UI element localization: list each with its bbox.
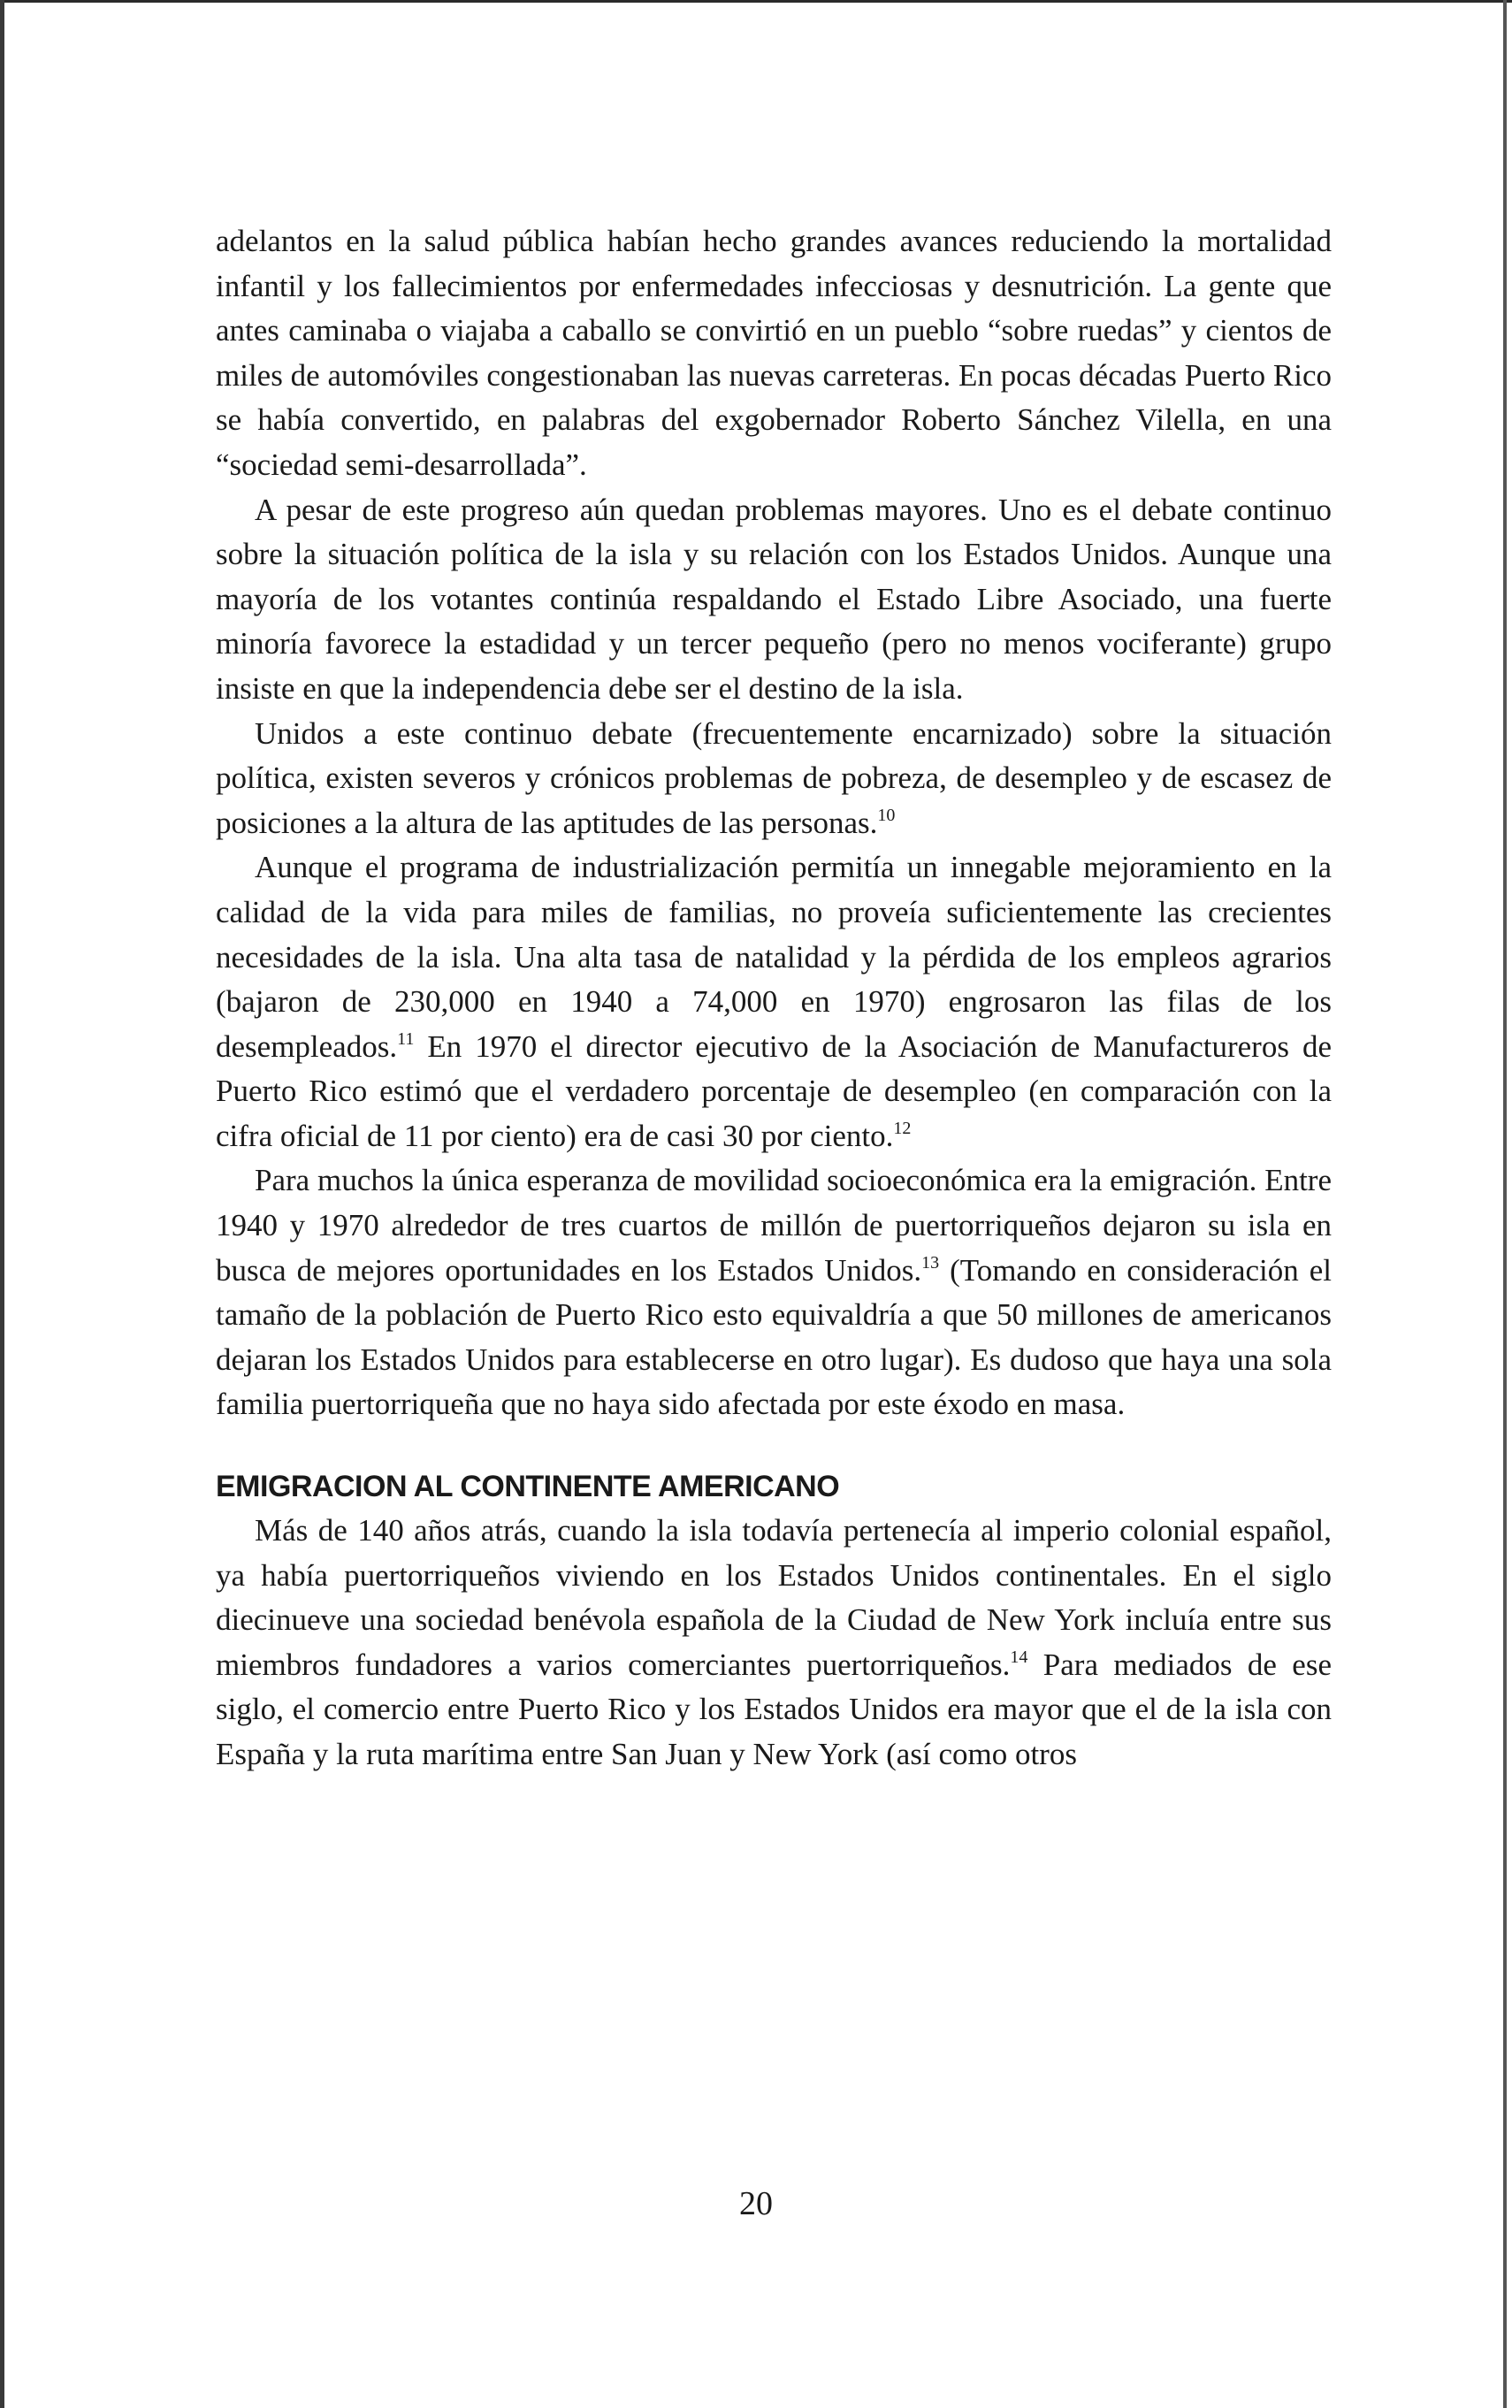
page-top-edge [0, 0, 1512, 3]
paragraph-text: Más de 140 años atrás, cuando la isla todavía pertenecía al imperio colonial español, ya había puertorriqueños viviendo en los Estados Unidos continentales. En el siglo diecinueve una sociedad benévola española de la Ciudad de New York incluía entre sus miembros fundadores a varios comerciantes puertorriqueños. [216, 1513, 1332, 1682]
paragraph-text: En 1970 el director ejecutivo de la Asociación de Manufactureros de Puerto Rico estimó que el verdadero porcentaje de desempleo (en comparación con la cifra oficial de 11 por ciento) era de casi 30 por ciento. [216, 1028, 1332, 1153]
footnote-reference: 13 [921, 1252, 940, 1273]
paragraph-text: Para mediados de ese siglo, el comercio entre Puerto Rico y los Estados Unidos era mayor que el de la isla con España y la ruta marítima entre San Juan y New York (así como otros [216, 1647, 1332, 1771]
footnote-reference: 10 [877, 805, 896, 825]
page-number: 20 [739, 2185, 773, 2222]
paragraph-text: Aunque el programa de industrialización permitía un innegable mejoramiento en la calidad de la vida para miles de familias, no proveía suficientemente las crecientes necesidades de la isla. Una alta tasa de natalidad y la pérdida de los empleos agrarios (bajaron de 230,000 en 1940 a 74,000 en 1970) engrosaron las filas de los desempleados. [216, 850, 1332, 1064]
footnote-reference: 12 [893, 1118, 912, 1138]
paragraphs-before-heading [216, 219, 1332, 1427]
paragraph-text: adelantos en la salud pública habían hecho grandes avances reduciendo la mortalidad infantil y los fallecimientos por enfermedades infecciosas y desnutrición. La gente que antes caminaba o viajaba a caballo se convirtió en un pueblo “sobre ruedas” y cientos de miles de automóviles congestionaban las nuevas carreteras. En pocas décadas Puerto Rico se había convertido, en palabras del exgobernador Roberto Sánchez Vilella, en una “sociedad semi-desarrollada”. [216, 224, 1332, 482]
paragraph [216, 712, 1332, 846]
footnote-reference: 14 [1010, 1647, 1028, 1667]
page-right-edge [1503, 0, 1507, 2408]
paragraph-text: Unidos a este continuo debate (frecuentemente encarnizado) sobre la situación política, existen severos y crónicos problemas de pobreza, de desempleo y de escasez de posiciones a la altura de las aptitudes de las personas. [216, 715, 1332, 840]
paragraph-text: (Tomando en consideración el tamaño de la población de Puerto Rico esto equivaldría a que 50 millones de americanos dejaran los Estados Unidos para establecerse en otro lugar). Es dudoso que haya una sola familia puertorriqueña que no haya sido afectada por este éxodo en masa. [216, 1252, 1332, 1422]
paragraph [216, 845, 1332, 1158]
footnote-reference: 11 [397, 1028, 415, 1049]
paragraph [216, 1509, 1332, 1777]
paragraph [216, 219, 1332, 488]
paragraph [216, 488, 1332, 712]
paragraph-text: Para muchos la única esperanza de movilidad socioeconómica era la emigración. Entre 1940 y 1970 alrededor de tres cuartos de millón de puertorriqueños dejaron su isla en busca de mejores oportunidades en los Estados Unidos. [216, 1163, 1332, 1288]
paragraphs-after-heading [216, 1509, 1332, 1777]
section-heading: EMIGRACION AL CONTINENTE AMERICANO [216, 1470, 840, 1504]
paragraph [216, 1158, 1332, 1427]
paragraph-text: A pesar de este progreso aún quedan problemas mayores. Uno es el debate continuo sobre la situación política de la isla y su relación con los Estados Unidos. Aunque una mayoría de los votantes continúa respaldando el Estado Libre Asociado, una fuerte minoría favorece la estadidad y un tercer pequeño (pero no menos vociferante) grupo insiste en que la independencia debe ser el destino de la isla. [216, 492, 1332, 706]
page-left-edge [0, 0, 4, 2408]
body-text [216, 219, 1332, 1777]
